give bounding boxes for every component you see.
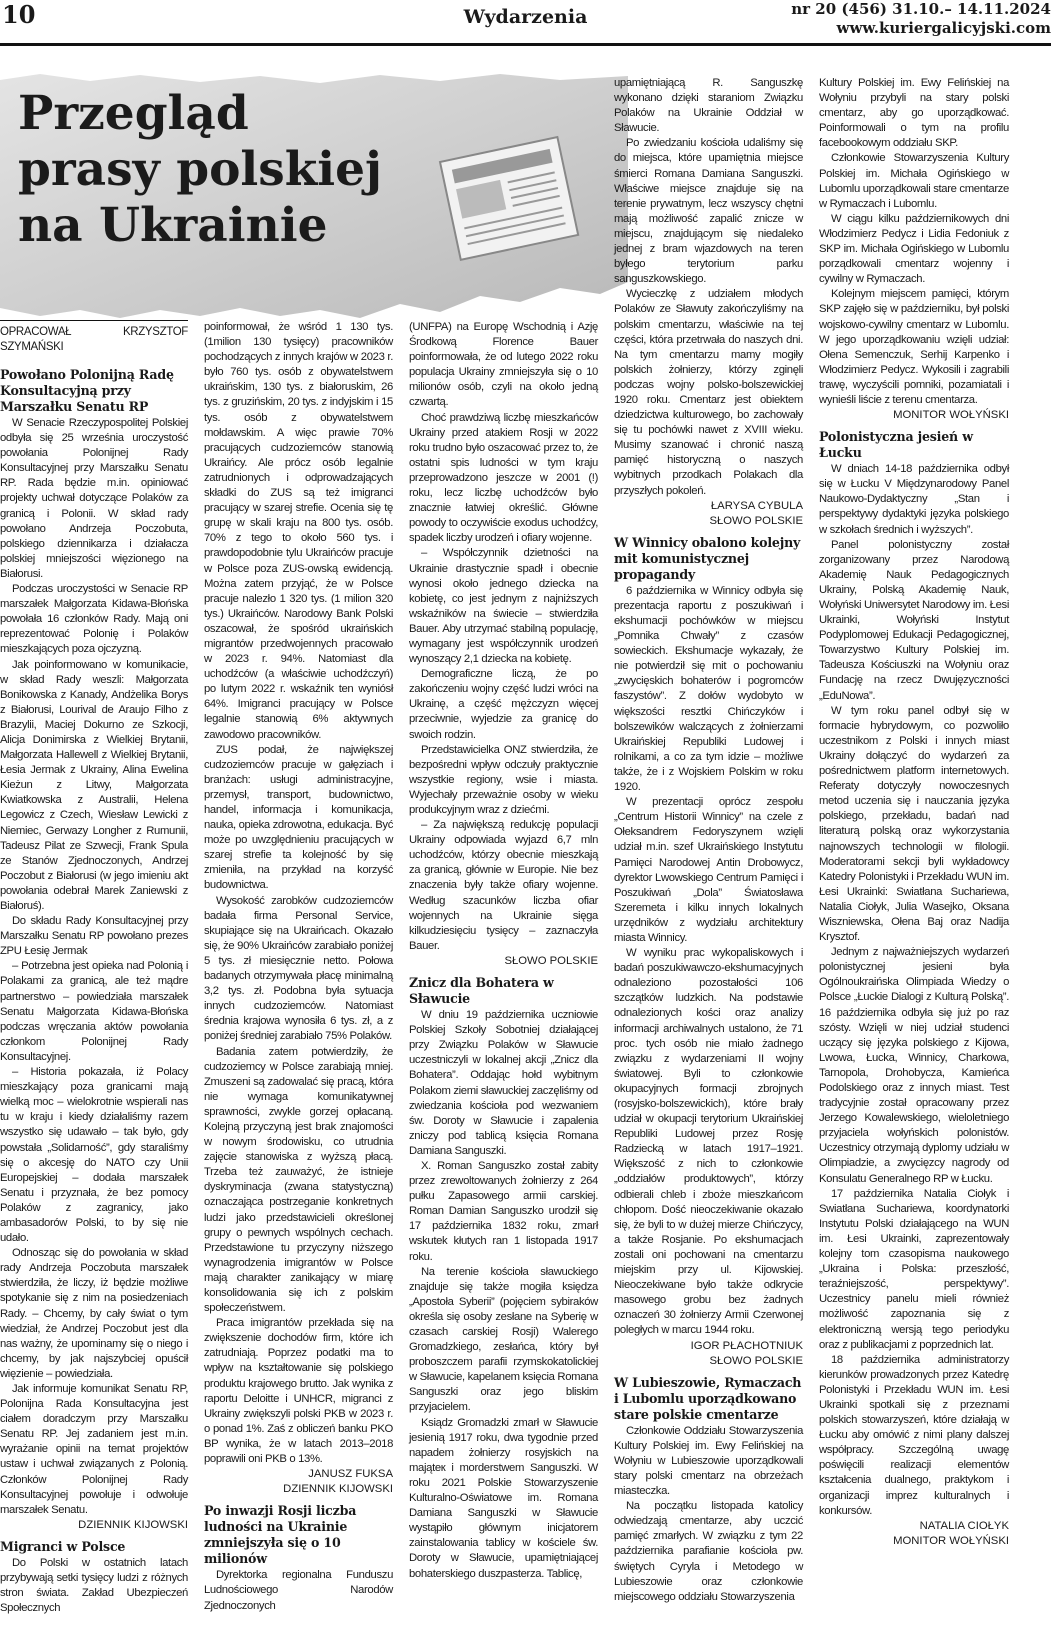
article-paragraph: upamiętniającą R. Sanguszkę wykonano dzięki staraniom Związku Polaków na Ukrainie Oddział w Sławucie. (614, 77, 803, 135)
article-signature: MONITOR WOŁYŃSKI (893, 409, 1009, 422)
article-paragraph: W prezentacji oprócz zespołu „Centrum Historii Winnicy” na czele z Ołeksandrem Fedoryszynem wzięli udział m.in. szef Ukraińskiego Instytutu Pamięci Narodowej Antin Drobowycz, dyrektor Lwowskiego Centrum Pamięci i Poszukiwań „Dola” Światosława Szeremeta i kilku innych lokalnych urzędników z wydziału architektury miasta Winnicy. (614, 796, 803, 944)
article-headline: Znicz dla Bohatera w Sławucie (409, 975, 554, 1007)
article-paragraph: X. Roman Sanguszko został zabity przez zrewoltowanych żołnierzy z 264 pułku Zapasowego armii carskiej. Roman Damian Sanguszko urodził się 17 października 1832 roku, zmarł wskutek kłutych ran 1 listopada 1917 roku. (409, 1159, 598, 1263)
article-paragraph: 6 października w Winnicy odbyła się prezentacja raportu z poszukiwań i ekshumacji pochówków w miejscu „Pomnika Chwały” z czasów sowieckich. Ekshumacje wykazały, że nie potwierdził się mit o pochowaniu „zwycięskich bohaterów i pogromców faszystów”. Z dołów wydobyto w większości resztki Chińczyków i bolszewików walczących z żołnierzami Ukraińskiej Republiki Ludowej i rolnikami, a co za tym idzie – możliwe także, że i z Wojskiem Polskim w roku 1920. (614, 584, 803, 794)
column-1 (0, 320, 188, 1616)
article-paragraph: ZUS podał, że największej cudzoziemców pracuje w gałęziach i branżach: usługi administracyjne, przemysł, transport, budownictwo, handel, informacja i komunikacja, nauka, opieka zdrowotna, edukacja. Być może po uwzględnieniu pracujących w szarej strefie ta kolejność by się zmieniła, na przykład na korzyść budownictwa. (204, 743, 393, 892)
article-signature: MONITOR WOŁYŃSKI (893, 1534, 1009, 1547)
article-paragraph: Wycieczkę z udziałem młodych Polaków ze Sławuty zakończyliśmy na polskim cmentarzu, właściwie na tej części, która przetrwała do naszych dni. Na tym cmentarzu mamy mogiły polskich żołnierzy, którzy zginęli podczas wojny polsko-bolszewickiej 1920 roku. Cmentarz jest obiektem dziedzictwa kulturowego, bo zachowały się tu pochówki nawet z XVIII wieku. Musimy szanować i chronić naszą pamięć historyczną o naszych wybitnych przodkach Polakach dla przyszłych pokoleń. (614, 288, 803, 497)
article-paragraph: W Senacie Rzeczypospolitej Polskiej odbyła się 25 września uroczystość powołania Polonijnej Rady Konsultacyjnej przy Marszałku Senatu RP. Rada będzie m.in. opiniować projekty uchwał dotyczące Polaków za granicą i Polonii. W skład rady powołano Andrzeja Poczobuta, polskiego dziennikarza i działacza polskiej mniejszości więzionego na Białorusi. (0, 417, 188, 580)
article-headline: Migranci w Polsce (0, 1538, 126, 1554)
article-paragraph: Jak informuje komunikat Senatu RP, Polonijna Rada Konsultacyjna jest ciałem doradczym przy Marszałku Senatu RP. Jej zadaniem jest m.in. wyrażanie opinii na temat projektów ustaw i uchwał związanych z Polonią. Członków Polonijnej Rady Konsultacyjnej powołuje i odwołuje marszałek Senatu. (0, 1383, 188, 1516)
article-paragraph: Jak poinformowano w komunikacie, w skład Rady weszli: Małgorzata Bonikowska z Kanady, Andżelika Borys z Białorusi, Lourival de Araujo Filho z Brazylii, Maciej Dokurno ze Szkocji, Alicja Donimirska z Wielkiej Brytanii, Małgorzata Hallewell z Wielkiej Brytanii, Łesia Jermak z Ukrainy, Alina Ewelina Kieżun z Litwy, Małgorzata Kwiatkowska z Australii, Helena Legowicz z Czech, Wiesław Lewicki z Niemiec, Gerwazy Longher z Rumunii, Tadeusz Pilat ze Szwecji, Frank Spula ze Stanów Zjednoczonych, Andrzej Poczobut z Białorusi (w jego imieniu akt powołania odebrał Marek Zaniewski z Białoruś). (0, 658, 188, 912)
article-paragraph: – Potrzebna jest opieka nad Polonią i Polakami za granicą, ale też mądre partnerstwo – powiedziała marszałek Senatu Małgorzata Kidawa-Błońska podczas wręczania aktów powołania członkom Polonijnej Rady Konsultacyjnej. (0, 960, 188, 1063)
article-paragraph: Członkowie Oddziału Stowarzyszenia Kultury Polskiej im. Ewy Felińskiej na Wołyniu w Lubieszowie uporządkowali stary polski cmentarz na obrzeżach miasteczka. (614, 1424, 803, 1498)
article-paragraph: W ciągu kilku październikowych dni Włodzimierz Pedycz i Lidia Fedoniuk z SKP im. Michała Ogińskiego w Lubomlu porządkowali cmentarz wojenny i cywilny w Rymaczach. (819, 212, 1009, 286)
article-paragraph: Badania zatem potwierdziły, że cudzoziemcy w Polsce zarabiają mniej. Zmuszeni są zadowalać się pracą, która nie wymaga komunikatywnej sprawności, zwykle gorzej opłacaną. Kolejną przyczyną jest brak znajomości w nowym środowisku, co utrudnia zajęcie stanowiska z wyższą płacą. Trzeba też zauważyć, że istnieje dyskryminacja (zwana statystyczną) oznaczająca postrzeganie konkretnych ludzi jako przedstawicieli określonej grupy o pewnych wspólnych cechach. Przedstawione tu przyczyny niższego wynagrodzenia imigrantów w Polsce mają charakter zanikający w miarę konsolidowania się ich z polskim społeczeństwem. (204, 1045, 393, 1315)
page-title: Przegląd prasy polskiej na Ukrainie (18, 86, 383, 253)
article-signature: JANUSZ FUKSA (308, 1468, 393, 1481)
column-2 (204, 320, 393, 1614)
article-paragraph: Demograficzne liczą, że po zakończeniu wojny część ludzi wróci na Ukrainę, a część mężczyzn więcej przeciwnie, wyjedzie za granicę do swoich rodzin. (409, 668, 598, 741)
article-paragraph: – Historia pokazała, iż Polacy mieszkający poza granicami mają wielką moc – wielokrotnie wspierali nas tu w kraju i kiedy działaliśmy razem wszystko się udawało – tak było, gdy powstała „Solidarność”, gdy staraliśmy się o akcesję do NATO czy Unii Europejskiej – dodała marszałek Senatu i przyznała, że bez pomocy Polaków z zagranicy, jako ambasadorów Polski, to by się nie udało. (0, 1066, 188, 1245)
article-signature: DZIENNIK KIJOWSKI (78, 1518, 188, 1531)
column-5 (819, 76, 1009, 1549)
article-signature: IGOR PŁACHOTNIUK (690, 1339, 803, 1352)
site-url[interactable]: www.kuriergalicyjski.com (836, 19, 1051, 37)
article-headline: Powołano Polonijną Radę Konsultacyjną przy Marszałku Senatu RP (0, 367, 174, 414)
column-3 (409, 320, 598, 1582)
article-paragraph: Odnosząc się do powołania w skład rady Andrzeja Poczobuta marszałek stwierdziła, że liczy, iż będzie możliwe spotykanie się z nim na posiedzeniach Rady. – Chcemy, by cały świat o tym wiedział, że Andrzej Poczobut jest dla nas ważny, że upominamy się o niego i chcemy, by jak najszybciej opuścił więzienie – powiedziała. (0, 1247, 188, 1380)
article-headline: Po inwazji Rosji liczba ludności na Ukrainie zmniejszyła się o 10 milionów (204, 1503, 357, 1567)
article-paragraph: Jednym z najważniejszych wydarzeń polonistycznej jesieni była Ogólnoukraińska Olimpiada Wiedzy o Polsce „Łuckie Dialogi z Kulturą Polską”. 16 października odbyła się już po raz szósty. Wzięli w niej udział studenci uczący się języka polskiego z Kijowa, Lwowa, Łucka, Winnicy, Charkowa, Tarnopola, Drohobycza, Kamieńca Podolskiego oraz z innych miast. Test tradycyjnie został opracowany przez Jerzego Kowalewskiego, wieloletniego przyjaciela wołyńskich polonistów. Uczestnicy otrzymają dyplomy udziału w Olimpiadzie, a zwycięzcy nagrody od Konsulatu Generalnego RP w Łucku. (819, 946, 1009, 1185)
article-paragraph: W dniach 14-18 października odbył się w Łucku V Międzynarodowy Panel Naukowo-Dydaktyczny „Stan i perspektywy dydaktyki języka polskiego w szkołach średnich i wyższych”. (819, 463, 1009, 536)
author-credit: OPRACOWAŁ KRZYSZTOF SZYMAŃSKI (0, 320, 188, 355)
article-paragraph: Kultury Polskiej im. Ewy Felińskiej na Wołyniu przybyli na stary polski cmentarz, aby go uporządkować. Poinformowali o tym na profilu facebookowym oddziału SKP. (819, 77, 1009, 150)
article-signature: SŁOWO POLSKIE (709, 514, 803, 527)
article-headline: Polonistyczna jesień w Łucku (819, 429, 973, 461)
article-paragraph: Wysokość zarobków cudzoziemców badała firma Personal Service, skupiające się na Ukraińcach. Okazało się, że 90% Ukraińców zarabiało poniżej 5 tys. zł miesięcznie netto. Połowa badanych otrzymywała płacę minimalną 3,2 tys. zł. Podobna była sytuacja innych cudzoziemców. Natomiast średnia krajowa wynosiła 6 tys. zł, a z poniżej średniej zarabiało 75% Polaków. (204, 894, 393, 1043)
issue-info (791, 0, 1051, 38)
article-paragraph: Dyrektorka regionalna Funduszu Ludnościowego Narodów Zjednoczonych (204, 1569, 393, 1612)
column-4 (614, 76, 803, 1605)
article-paragraph: W wyniku prac wykopaliskowych i badań poszukiwawczo-ekshumacyjnych odnaleziono pozostałości 106 szczątków ludzkich. Na podstawie odnalezionych kości oraz analizy informacji archiwalnych ustalono, że 71 proc. tych osób nie miało żadnego związku z wydarzeniami II wojny światowej. Byli to członkowie okupacyjnych formacji zbrojnych (rosyjsko-bolszewickich), które brały udział w okupacji terytorium Ukraińskiej Republiki Ludowej przez Rosję Radziecką w latach 1917–1921. Większość z nich to członkowie „oddziałów produktowych”, którzy odbierali chleb i zboże mieszkańcom chłopom. Dość nieoczekiwanie okazało się, że byli to w dużej mierze Chińczycy, a także Rosjanie. Po ekshumacjach zostali oni pochowani na cmentarzu miejskim przy ul. Kijowskiej. Nieoczekiwane było także odkrycie masowego grobu bez żadnych oznaczeń 30 żołnierzy Armii Czerwonej poległych w marcu 1944 roku. (614, 947, 803, 1337)
page-number: 10 (2, 0, 36, 29)
article-signature: DZIENNIK KIJOWSKI (283, 1483, 393, 1496)
article-paragraph: – Za największą redukcję populacji Ukrainy odpowiada wyjazd 6,7 mln uchodźców, którzy obecnie mieszkają za granicą, głównie w Europie. Nie bez znaczenia były także ofiary wojenne. Według szacunków liczba ofiar wojennych na Ukrainie sięga kilkudziesięciu tysięcy – zaznaczyła Bauer. (409, 819, 598, 952)
article-signature: ŁARYSA CYBULA (710, 499, 803, 512)
article-paragraph: Choć prawdziwą liczbę mieszkańców Ukrainy przed atakiem Rosji w 2022 roku trudno było oszacować przez to, że ostatni spis ludności w tym kraju przeprowadzono jeszcze w 2001 (!) roku, lecz liczbę uchodźców było znacznie łatwiej określić. Główne powody to oczywiście exodus uchodźcy, spadek liczby urodzeń i ofiary wojenne. (409, 411, 598, 545)
issue-number: nr 20 (456) 31.10.– 14.11.2024 (791, 0, 1051, 18)
section-title: Wydarzenia (463, 6, 588, 28)
article-paragraph: Ksiądz Gromadzki zmarł w Sławucie jesienią 1917 roku, dwa tygodnie przed napadem żołnierzy rosyjskich na mająteк i morderstwem Sanguszki. W roku 2021 Polskie Stowarzyszenie Kulturalno-Oświatowe im. Romana Damiana Sanguszki w Sławucie wystąpiło głównym inicjatorem zainstalowania tablicy w kościele św. Doroty w Sławucie, upamiętniającej bohaterskiego duszpasterza. Tablicę, (409, 1416, 598, 1580)
article-signature: SŁOWO POLSKIE (504, 954, 598, 967)
article-paragraph: (UNFPA) na Europę Wschodnią i Azję Środkową Florence Bauer poinformowała, że od lutego 2022 roku populacja Ukrainy zmniejszyła się o 10 milionów osób, czyli na około jedną czwartą. (409, 321, 598, 409)
article-paragraph: poinformował, że wśród 1 130 tys. (1milion 130 tysięcy) pracowników pochodzących z innych krajów w 2023 r. było 760 tys. osób z obywatelstwem ukraińskim, 130 tys. z białoruskim, 26 tys. z gruzińskim, 20 tys. z indyjskim i 15 tys. osób z obywatelstwem mołdawskim. A więc prawie 70% pracujących cudzoziemców stanowią Ukraińcy. Ale prócz osób legalnie zatrudnionych i odprowadzających składki do ZUS są też imigranci pracujący w szarej strefie. Ocenia się tę grupę w skali kraju na 800 tys. osób. 70% z tego to około 560 tys. i prawdopodobnie tylu Ukraińców pracuje w Polsce poza ZUS-owską ewidencją. Można zatem przyjąć, że w Polsce pracuje nalezło 1 320 tys. (1 milion 320 tys.) Ukraińców. Narodowy Bank Polski oszacował, że spośród ukraińskich migrantów przedwojennych pracowało w 2023 r. 94%. Natomiast dla uchodźców (a właściwie uchodźczyń) po lutym 2022 r. wskaźnik ten wyniósł 64%. Imigranci pracujący w Polsce legalnie stanowią 6% aktywnych zawodowo pracowników. (204, 321, 393, 741)
article-paragraph: Przedstawicielka ONZ stwierdziła, że bezpośredni wpływ odczuły praktycznie wszystkie regiony, wsie i miasta. Wyjechały przeważnie osoby w wieku produkcyjnym wraz z dziećmi. (409, 743, 598, 816)
article-paragraph: Do składu Rady Konsultacyjnej przy Marszałku Senatu RP powołano prezes ZPU Łesię Jermak (0, 915, 188, 958)
article-paragraph: Do Polski w ostatnich latach przybywają setki tysięcy ludzi z różnych stron świata. Zakład Ubezpieczeń Społecznych (0, 1556, 188, 1615)
article-paragraph: Praca imigrantów przekłada się na zwiększenie dochodów firm, które ich zatrudniają. Poprzez podatki ma to wpływ na kształtowanie się polskiego produktu krajowego brutto. Jak wynika z raportu Deloitte i UNHCR, migranci z Ukrainy zwiększyli polski PKB w 2023 r. o ponad 1%. Zaś z obliczeń banku PKO BP wynika, że w latach 2013–2018 poprawili oni PKB o 13%. (204, 1317, 393, 1466)
article-paragraph: 18 października administratorzy kierunków prowadzonych przez Katedrę Polonistyki i Przekładu WUN im. Łesi Ukrainki spotkali się z przeznami polskich stowarzyszeń, które działają w Łucku aby omówić z nimi plany dalszej współpracy. Szczególną uwagę poświęcili realizacji elementów kształcenia dualnego, praktykom i organizacji imprez kulturalnych i konkursów. (819, 1353, 1009, 1517)
article-headline: W Winnicy obalono kolejny mit komunistycznej propagandy (614, 534, 801, 582)
article-paragraph: Podczas uroczystości w Senacie RP marszałek Małgorzata Kidawa-Błońska powołała 16 członków Rady. Mają oni reprezentować Polonię i Polaków mieszkających poza ojczyzną. (0, 583, 188, 656)
article-signature: SŁOWO POLSKIE (709, 1354, 803, 1367)
article-paragraph: Kolejnym miejscem pamięci, którym SKP zajęło się w październiku, był polski wojskowo-cywilny cmentarz w Lubomlu. W jego uporządkowaniu wzięli udział: Ołena Semenczuk, Serhij Karpenko i Włodzimierz Pedycz. Wykosili i zagrabili trawę, wyczyścili pomniki, pozamiatali i wynieśli liście z terenu cmentarza. (819, 288, 1009, 406)
article-paragraph: W tym roku panel odbył się w formacie hybrydowym, co pozwoliło uczestnikom z Polski i innych miast Ukrainy dołączyć do wydarzeń za pośrednictwem platform internetowych. Referaty dotyczyły nowoczesnych metod uczenia się i nauczania języka polskiego, przekładu, badań nad literaturą polską oraz wykorzystania najnowszych technologii w filologii. Moderatorami sekcji byli wykładowcy Katedry Polonistyki i Przekładu WUN im. Łesi Ukrainki: Swiatłana Suchariewa, Natalia Ciołyk, Julia Wasejko, Oksana Wiszniewska, Ołena Baj oraz Nadija Krysztof. (819, 704, 1009, 944)
article-paragraph: Członkowie Stowarzyszenia Kultury Polskiej im. Michała Ogińskiego w Lubomlu uporządkowali stare cmentarze w Rymaczach i Lubomlu. (819, 152, 1009, 210)
article-headline: W Lubieszowie, Rymaczach i Lubomlu uporządkowano stare polskie cmentarze (614, 1374, 802, 1422)
article-paragraph: Na terenie kościoła sławuckiego znajduje się także mogiła księdza „Apostoła Syberii” (pojęciem sybiraków określa się osoby zesłane na Syberię w czasach carskiej Rosji) Walerego Gromadzkiego, zesłańca, który był proboszczem parafii rzymskokatolickiej w Sławucie, kapelanem księcia Romana Sanguszki oraz jego bliskim przyjacielem. (409, 1265, 598, 1414)
article-paragraph: Po zwiedzaniu kościoła udaliśmy się do miejsca, które upamiętnia miejsce śmierci Romana Damiana Sanguszki. Właściwe miejsce znajduje się na terenie prywatnym, lecz wszyscy chętni mają możliwość zapalić znicze w miejscu, znajdującym się niedaleko jednej z bram wjazdowych na teren byłego terytorium parku sanguszkowskiego. (614, 137, 803, 286)
article-paragraph: W dniu 19 października uczniowie Polskiej Szkoły Sobotniej działającej przy Związku Polaków w Sławucie uczestniczyli w lokalnej akcji „Znicz dla Bohatera”. Oddając hołd wybitnym Polakom ziemi sławuckiej zaczęliśmy od zwiedzania kościoła pod wezwaniem św. Doroty w Sławucie i zapalenia zniczy pod tablicą księcia Romana Damiana Sanguszki. (409, 1009, 598, 1157)
article-paragraph: – Współczynnik dzietności na Ukrainie drastycznie spadł i obecnie wynosi około jednego dziecka na kobietę, co jest jednym z najniższych wskaźników na świecie – stwierdziła Bauer. Aby utrzymać stabilną populację, wymagany jest współczynnik urodzeń wynoszący 2,1 dziecka na kobietę. (409, 547, 598, 666)
article-signature: NATALIA CIOŁYK (919, 1519, 1009, 1532)
article-paragraph: 17 października Natalia Ciołyk i Swiatłana Suchariewa, koordynatorki Instytutu Polski działającego na WUN im. Łesi Ukrainki, zaprezentowały kolejny tom czasopisma naukowego „Ukraina i Polska: przeszłość, teraźniejszość, perspektywy”. Uczestnicy panelu mieli również możliwość zapoznania się z elektroniczną wersją tego periodyku oraz z publikacjami z poprzednich lat. (819, 1187, 1009, 1351)
page-header (0, 0, 1051, 46)
article-paragraph: Panel polonistyczny został zorganizowany przez Narodową Akademię Nauk Pedagogicznych Ukrainy, Polską Akademię Nauk, Wołyński Uniwersytet Narodowy im. Łesi Ukrainki, Wołyński Instytut Podyplomowej Edukacji Pedagogicznej, Towarzystwo Kultury Polskiej im. Tadeusza Kościuszki na Wołyniu oraz Fundację na rzecz Dwujęzyczności „EduNowa”. (819, 538, 1009, 702)
article-paragraph: Na początku listopada katolicy odwiedzają cmentarze, aby uczcić pamięć zmarłych. W związku z tym 22 października parafianie kościoła pw. świętych Cyryla i Metodego w Lubieszowie oraz członkowie miejscowego oddziału Stowarzyszenia (614, 1500, 803, 1603)
